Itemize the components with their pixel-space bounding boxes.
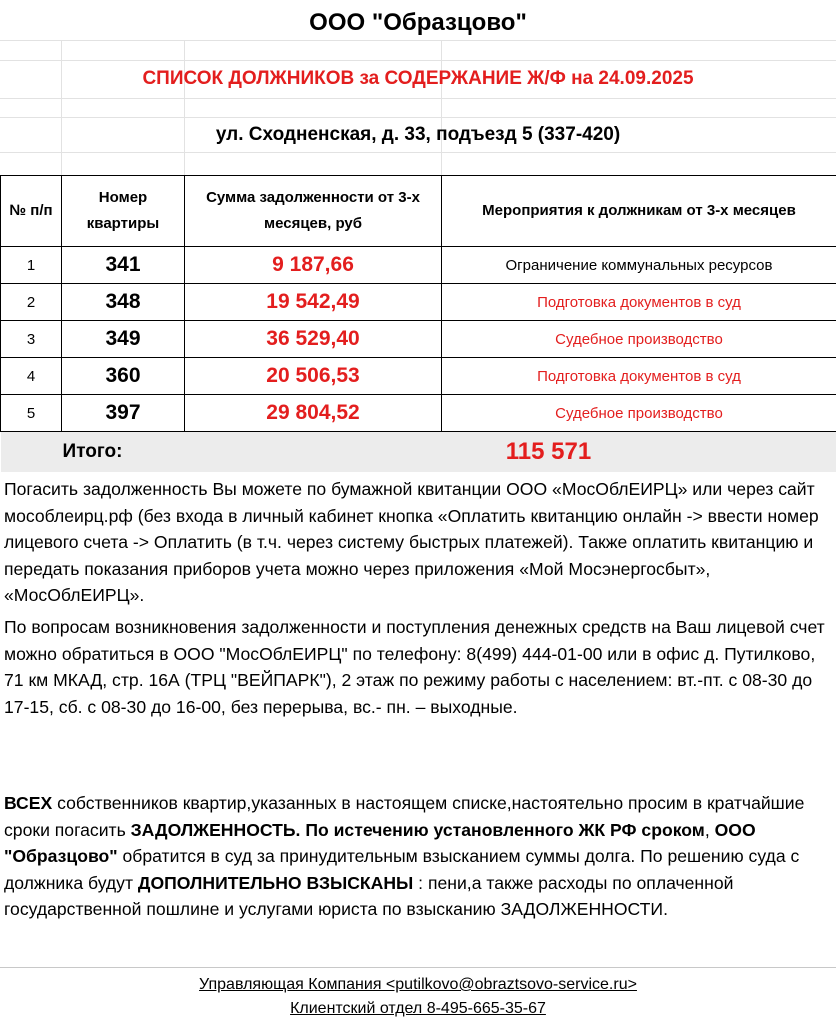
apartment-number: 397 (62, 395, 185, 432)
warning-text: : пени,а также расходы по оплаченной государственной пошлине и услугами юриста по взысканию ЗАДОЛЖЕННОСТИ. (4, 872, 734, 919)
footer-divider (0, 967, 836, 968)
debt-amount: 9 187,66 (185, 247, 442, 284)
debt-amount: 19 542,49 (185, 284, 442, 321)
debtor-measure: Ограничение коммунальных ресурсов (442, 247, 836, 284)
column-header-measures: Мероприятия к должникам от 3-х месяцев (442, 176, 836, 247)
table-row (1, 321, 836, 358)
debtors-table (0, 175, 836, 472)
total-row (1, 432, 836, 473)
row-number: 5 (1, 395, 62, 432)
debtor-measure: Подготовка документов в суд (442, 358, 836, 395)
column-header-debt-sum: Сумма задолженности от 3-х месяцев, руб (185, 176, 442, 247)
table-header-row (1, 176, 836, 247)
apartment-number: 341 (62, 247, 185, 284)
grid-line (441, 40, 442, 175)
warning-text: , (704, 819, 715, 840)
total-amount: 115 571 (185, 432, 836, 473)
row-number: 2 (1, 284, 62, 321)
debtor-measure: Судебное производство (442, 321, 836, 358)
building-address: ул. Сходненская, д. 33, подъезд 5 (337-420) (215, 124, 621, 145)
column-header-number: № п/п (1, 176, 62, 247)
debtors-list-title: СПИСОК ДОЛЖНИКОВ за СОДЕРЖАНИЕ Ж/Ф на 24.09.2025 (142, 68, 694, 89)
warning-text: обратится в суд за принудительным взысканием суммы долга. По решению суда с должника будут (4, 846, 800, 893)
grid-line (0, 117, 836, 118)
debtor-measure: Подготовка документов в суд (442, 284, 836, 321)
apartment-number: 360 (62, 358, 185, 395)
company-title: ООО "Образцово" (309, 9, 527, 36)
column-header-apartment: Номер квартиры (62, 176, 185, 247)
payment-instructions: Погасить задолженность Вы можете по бумажной квитанции ООО «МосОблЕИРЦ» или через сайт мособлеирц.рф (без входа в личный кабинет кнопка «Оплатить квитанцию онлайн -> ввести номер лицевого счета -> Оплатить (в т.ч. через систему быстрых платежей). Также оплатить квитанцию и передать показания приборов учета можно через приложения «Мой Мосэнергосбыт», «МосОблЕИРЦ». (4, 479, 819, 605)
table-row (1, 395, 836, 432)
grid-line (184, 40, 185, 175)
debt-amount: 20 506,53 (185, 358, 442, 395)
table-row (1, 284, 836, 321)
debt-amount: 36 529,40 (185, 321, 442, 358)
grid-line (0, 60, 836, 61)
client-department-phone[interactable]: Клиентский отдел 8-495-665-35-67 (290, 1000, 546, 1017)
debt-amount: 29 804,52 (185, 395, 442, 432)
warning-emphasis: ДОПОЛНИТЕЛЬНО ВЗЫСКАНЫ (137, 872, 414, 893)
debt-warning-notice (4, 790, 832, 923)
apartment-number: 349 (62, 321, 185, 358)
row-number: 4 (1, 358, 62, 395)
grid-line (61, 40, 62, 175)
grid-line (0, 98, 836, 99)
grid-line (0, 40, 836, 41)
debtor-measure: Судебное производство (442, 395, 836, 432)
grid-line (0, 152, 836, 153)
warning-emphasis: ЗАДОЛЖЕННОСТЬ. По истечению установленного ЖК РФ сроком (130, 819, 705, 840)
total-label: Итого: (1, 432, 185, 473)
management-company-email-link[interactable]: Управляющая Компания <putilkovo@obraztsovo-service.ru> (199, 976, 637, 993)
apartment-number: 348 (62, 284, 185, 321)
warning-emphasis: ВСЕХ (4, 793, 53, 813)
table-row (1, 358, 836, 395)
warning-text: собственников квартир,указанных в настоящем списке,настоятельно просим в кратчайшие сроки погасить (4, 793, 805, 840)
table-row (1, 247, 836, 284)
row-number: 1 (1, 247, 62, 284)
row-number: 3 (1, 321, 62, 358)
contact-information: По вопросам возникновения задолженности и поступления денежных средств на Ваш лицевой счет можно обратиться в ООО "МосОблЕИРЦ" по телефону: 8(499) 444-01-00 или в офис д. Путилково, 71 км МКАД, стр. 16А (ТРЦ "ВЕЙПАРК"), 2 этаж по режиму работы с населением: вт.-пт. с 08-30 до 17-15, сб. с 08-30 до 16-00, без перерыва, вс.- пн. – выходные. (4, 617, 825, 717)
warning-emphasis: ООО "Образцово" (4, 819, 756, 866)
